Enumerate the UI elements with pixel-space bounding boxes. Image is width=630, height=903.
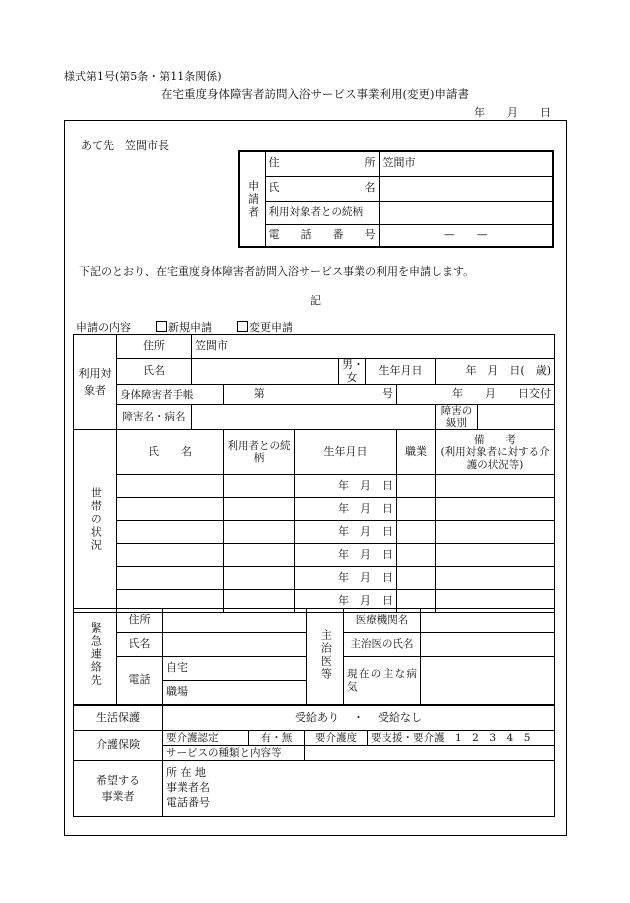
user-address-field[interactable]: 笠間市 bbox=[192, 335, 555, 359]
bottom-table bbox=[73, 705, 555, 817]
household-row bbox=[74, 498, 555, 521]
household-row bbox=[74, 544, 555, 567]
emergency-work-field[interactable]: 職場 bbox=[163, 681, 307, 705]
household-col-job: 職業 bbox=[397, 430, 436, 475]
care-label: 介護保険 bbox=[74, 731, 163, 761]
change-request-checkbox[interactable] bbox=[237, 321, 248, 332]
emergency-name-field[interactable] bbox=[163, 633, 307, 657]
applicant-address-field[interactable]: 笠間市 bbox=[379, 151, 553, 176]
care-level-value[interactable]: 要支援・要介護 1 2 3 4 5 bbox=[368, 731, 555, 746]
care-service-field[interactable] bbox=[305, 746, 555, 761]
doctor-name-label: 主治医の氏名 bbox=[344, 633, 421, 657]
applicant-name-label: 氏 名 bbox=[265, 176, 379, 201]
handbook-no-suffix[interactable]: 号 bbox=[295, 385, 397, 405]
welfare-options[interactable]: 受給あり ・ 受給なし bbox=[163, 706, 555, 731]
emergency-address-field[interactable] bbox=[163, 609, 307, 633]
handbook-issue-date[interactable]: 年 月 日交付 bbox=[397, 385, 555, 405]
form-title: 在宅重度身体障害者訪問入浴サービス事業利用(変更)申請書 bbox=[161, 87, 469, 101]
handbook-no-prefix: 第 bbox=[224, 385, 295, 405]
household-label: 世帯の状況 bbox=[74, 430, 117, 613]
household-row bbox=[74, 475, 555, 498]
user-name-field[interactable] bbox=[192, 359, 339, 385]
doctor-label: 主治医等 bbox=[307, 609, 344, 705]
household-col-name: 氏 名 bbox=[117, 430, 224, 475]
user-name-label: 氏名 bbox=[117, 359, 192, 385]
household-dob[interactable]: 年 月 日 bbox=[295, 567, 397, 590]
change-request-label: 変更申請 bbox=[249, 321, 293, 334]
care-level-label: 要介護度 bbox=[305, 731, 368, 746]
ki-label: 記 bbox=[310, 294, 321, 307]
emergency-home-field[interactable]: 自宅 bbox=[163, 657, 307, 681]
household-dob[interactable]: 年 月 日 bbox=[295, 475, 397, 498]
emergency-table bbox=[73, 608, 555, 705]
disability-label: 障害名・病名 bbox=[117, 405, 192, 430]
emergency-label: 緊急連絡先 bbox=[74, 609, 117, 705]
provider-field[interactable]: 所 在 地 事業者名 電話番号 bbox=[163, 761, 555, 817]
emergency-phone-label: 電話 bbox=[117, 657, 163, 705]
doctor-name-field[interactable] bbox=[421, 633, 555, 657]
household-dob[interactable]: 年 月 日 bbox=[295, 521, 397, 544]
welfare-label: 生活保護 bbox=[74, 706, 163, 731]
emergency-name-label: 氏名 bbox=[117, 633, 163, 657]
user-sex[interactable]: 男・女 bbox=[339, 359, 366, 385]
handbook-label: 身体障害者手帳 bbox=[117, 385, 224, 405]
applicant-phone-label: 電話番号 bbox=[265, 224, 379, 247]
request-label: 申請の内容 bbox=[76, 321, 131, 334]
hospital-label: 医療機関名 bbox=[344, 609, 421, 633]
user-address-label: 住所 bbox=[117, 335, 192, 359]
date-line: 年 月 日 bbox=[474, 106, 551, 119]
user-dob-field[interactable]: 年 月 日( 歳) bbox=[436, 359, 555, 385]
hospital-field[interactable] bbox=[421, 609, 555, 633]
applicant-relation-label: 利用対象者との続柄 bbox=[265, 201, 379, 224]
applicant-label: 申請者 bbox=[239, 151, 265, 247]
disease-field[interactable] bbox=[421, 657, 555, 705]
grade-label: 障害の級別 bbox=[436, 405, 478, 430]
care-service-label: サービスの種類と内容等 bbox=[163, 746, 305, 761]
applicant-relation-field[interactable] bbox=[379, 201, 553, 224]
care-cert-value[interactable]: 有・無 bbox=[249, 731, 305, 746]
care-cert-label: 要介護認定 bbox=[163, 731, 249, 746]
user-dob-label: 生年月日 bbox=[366, 359, 436, 385]
grade-field[interactable] bbox=[478, 405, 555, 430]
emergency-address-label: 住所 bbox=[117, 609, 163, 633]
household-dob[interactable]: 年 月 日 bbox=[295, 498, 397, 521]
household-col-dob: 生年月日 bbox=[295, 430, 397, 475]
household-dob[interactable]: 年 月 日 bbox=[295, 544, 397, 567]
disability-field[interactable] bbox=[192, 405, 436, 430]
household-dob[interactable]: 年 月 日 bbox=[295, 590, 397, 613]
disease-label: 現在の主な病気 bbox=[344, 657, 421, 705]
applicant-phone-field[interactable]: — — bbox=[379, 224, 553, 247]
applicant-name-field[interactable] bbox=[379, 176, 553, 201]
request-row bbox=[76, 319, 293, 335]
user-section-label: 利用対象者 bbox=[74, 335, 117, 430]
household-row bbox=[74, 567, 555, 590]
form-number: 様式第1号(第5条・第11条関係) bbox=[64, 70, 222, 83]
main-table bbox=[73, 334, 555, 613]
household-row bbox=[74, 521, 555, 544]
applicant-address-label: 住 所 bbox=[265, 151, 379, 176]
new-request-checkbox[interactable] bbox=[156, 321, 167, 332]
new-request-label: 新規申請 bbox=[168, 321, 212, 334]
statement: 下記のとおり、在宅重度身体障害者訪問入浴サービス事業の利用を申請します。 bbox=[79, 265, 475, 278]
provider-label: 希望する事業者 bbox=[74, 761, 163, 817]
applicant-table bbox=[238, 150, 554, 248]
household-col-note: 備 考 (利用対象者に対する介護の状況等) bbox=[436, 430, 555, 475]
household-col-relation: 利用者との続柄 bbox=[224, 430, 295, 475]
addressee: あて先 笠間市長 bbox=[81, 139, 169, 152]
